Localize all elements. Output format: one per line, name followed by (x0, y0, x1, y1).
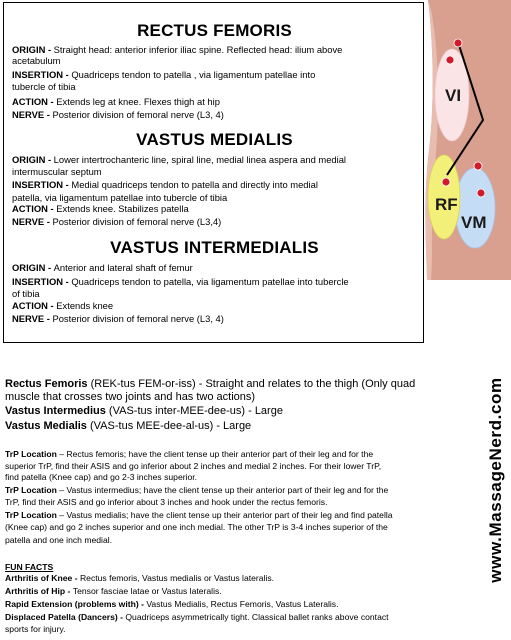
trigger-point (454, 39, 462, 47)
muscle-title: RECTUS FEMORIS (137, 21, 292, 40)
action-line: ACTION - Extends knee. Stabilizes patella (12, 203, 189, 214)
trigger-point (442, 178, 450, 186)
trp-location-cont: find patella (Knee cap) and go 2-3 inches superior. (5, 472, 198, 482)
vm-label: VM (461, 213, 487, 232)
trigger-point (474, 162, 482, 170)
fun-fact-item-cont: sports for injury. (5, 624, 66, 634)
insertion-line: INSERTION - Medial quadriceps tendon to patella and directly into medial (12, 179, 318, 190)
vi-label: VI (445, 86, 462, 105)
fun-fact-item: Displaced Patella (Dancers) - Quadriceps asymmetrically tight. Classical ballet ranks above contact (5, 612, 389, 622)
rf-label: RF (435, 195, 458, 214)
trp-location: TrP Location – Rectus femoris; have the client tense up their anterior part of their leg and for the (5, 449, 374, 459)
thigh-muscle-diagram (425, 0, 511, 280)
muscle-title: VASTUS INTERMEDIALIS (110, 238, 319, 257)
trp-location-cont: patella and one inch medial. (5, 535, 113, 545)
pronunciation-rectus-femoris: Rectus Femoris (REK-tus FEM-or-iss) - Straight and relates to the thigh (Only quad (5, 378, 416, 390)
pronunciation-rectus-femoris-cont: muscle that crosses two joints and has two actions) (5, 391, 256, 403)
pronunciation-vastus-intermedius: Vastus Intermedius (VAS-tus inter-MEE-dee-us) - Large (5, 405, 283, 417)
fun-fact-item: Arthritis of Hip - Tensor fasciae latae or Vastus lateralis. (5, 586, 222, 596)
action-line: ACTION - Extends leg at knee. Flexes thigh at hip (12, 96, 220, 107)
trp-location-cont: superior TrP, find their ASIS and go inferior about 2 inches and medial 2 inches. For their lower TrP, (5, 461, 382, 471)
muscle-title: VASTUS MEDIALIS (136, 130, 293, 149)
site-watermark: www.MassageNerd.com (486, 377, 505, 583)
origin-line: ORIGIN - Straight head: anterior inferior iliac spine. Reflected head: ilium above (12, 44, 343, 55)
insertion-line-cont: patella, via ligamentum patellae into tubercle of tibia (12, 192, 228, 203)
insertion-line: INSERTION - Quadriceps tendon to patella , via ligamentum patellae into (12, 69, 316, 80)
insertion-line-cont: of tibia (12, 288, 40, 299)
trp-location-cont: TrP, find their ASIS and go inferior about 3 inches and hook under the rectus femoris. (5, 497, 328, 507)
origin-line: ORIGIN - Lower intertrochanteric line, spiral line, medial linea aspera and medial (12, 154, 347, 165)
origin-line-cont: intermuscular septum (12, 166, 102, 177)
nerve-line: NERVE - Posterior division of femoral nerve (L3, 4) (12, 109, 224, 120)
trigger-point (446, 56, 454, 64)
action-line: ACTION - Extends knee (12, 300, 114, 311)
muscle-info-box (3, 2, 424, 343)
nerve-line: NERVE - Posterior division of femoral nerve (L3,4) (12, 216, 222, 227)
trp-location: TrP Location – Vastus medialis; have the client tense up their anterior part of their leg and find patella (5, 510, 393, 520)
vm-region (455, 168, 495, 248)
fun-facts-heading: FUN FACTS (5, 562, 54, 572)
fun-fact-item: Rapid Extension (problems with) - Vastus Medialis, Rectus Femoris, Vastus Lateralis. (5, 599, 339, 609)
trp-location-cont: (Knee cap) and go 2 inches superior and one inch medial. The other TrP is 3-4 inches superior of the (5, 522, 388, 532)
insertion-line-cont: tubercle of tibia (12, 81, 76, 92)
origin-line: ORIGIN - Anterior and lateral shaft of femur (12, 262, 193, 273)
fun-fact-item: Arthritis of Knee - Rectus femoris, Vastus medialis or Vastus lateralis. (5, 573, 275, 583)
nerve-line: NERVE - Posterior division of femoral nerve (L3, 4) (12, 313, 224, 324)
origin-line-cont: acetabulum (12, 55, 61, 66)
trigger-point (477, 189, 485, 197)
trp-location: TrP Location – Vastus intermedius; have the client tense up their anterior part of their leg and for the (5, 485, 389, 495)
insertion-line: INSERTION - Quadriceps tendon to patella, via ligamentum patellae into tubercle (12, 276, 349, 287)
pronunciation-vastus-medialis: Vastus Medialis (VAS-tus MEE-dee-al-us) - Large (5, 420, 252, 432)
